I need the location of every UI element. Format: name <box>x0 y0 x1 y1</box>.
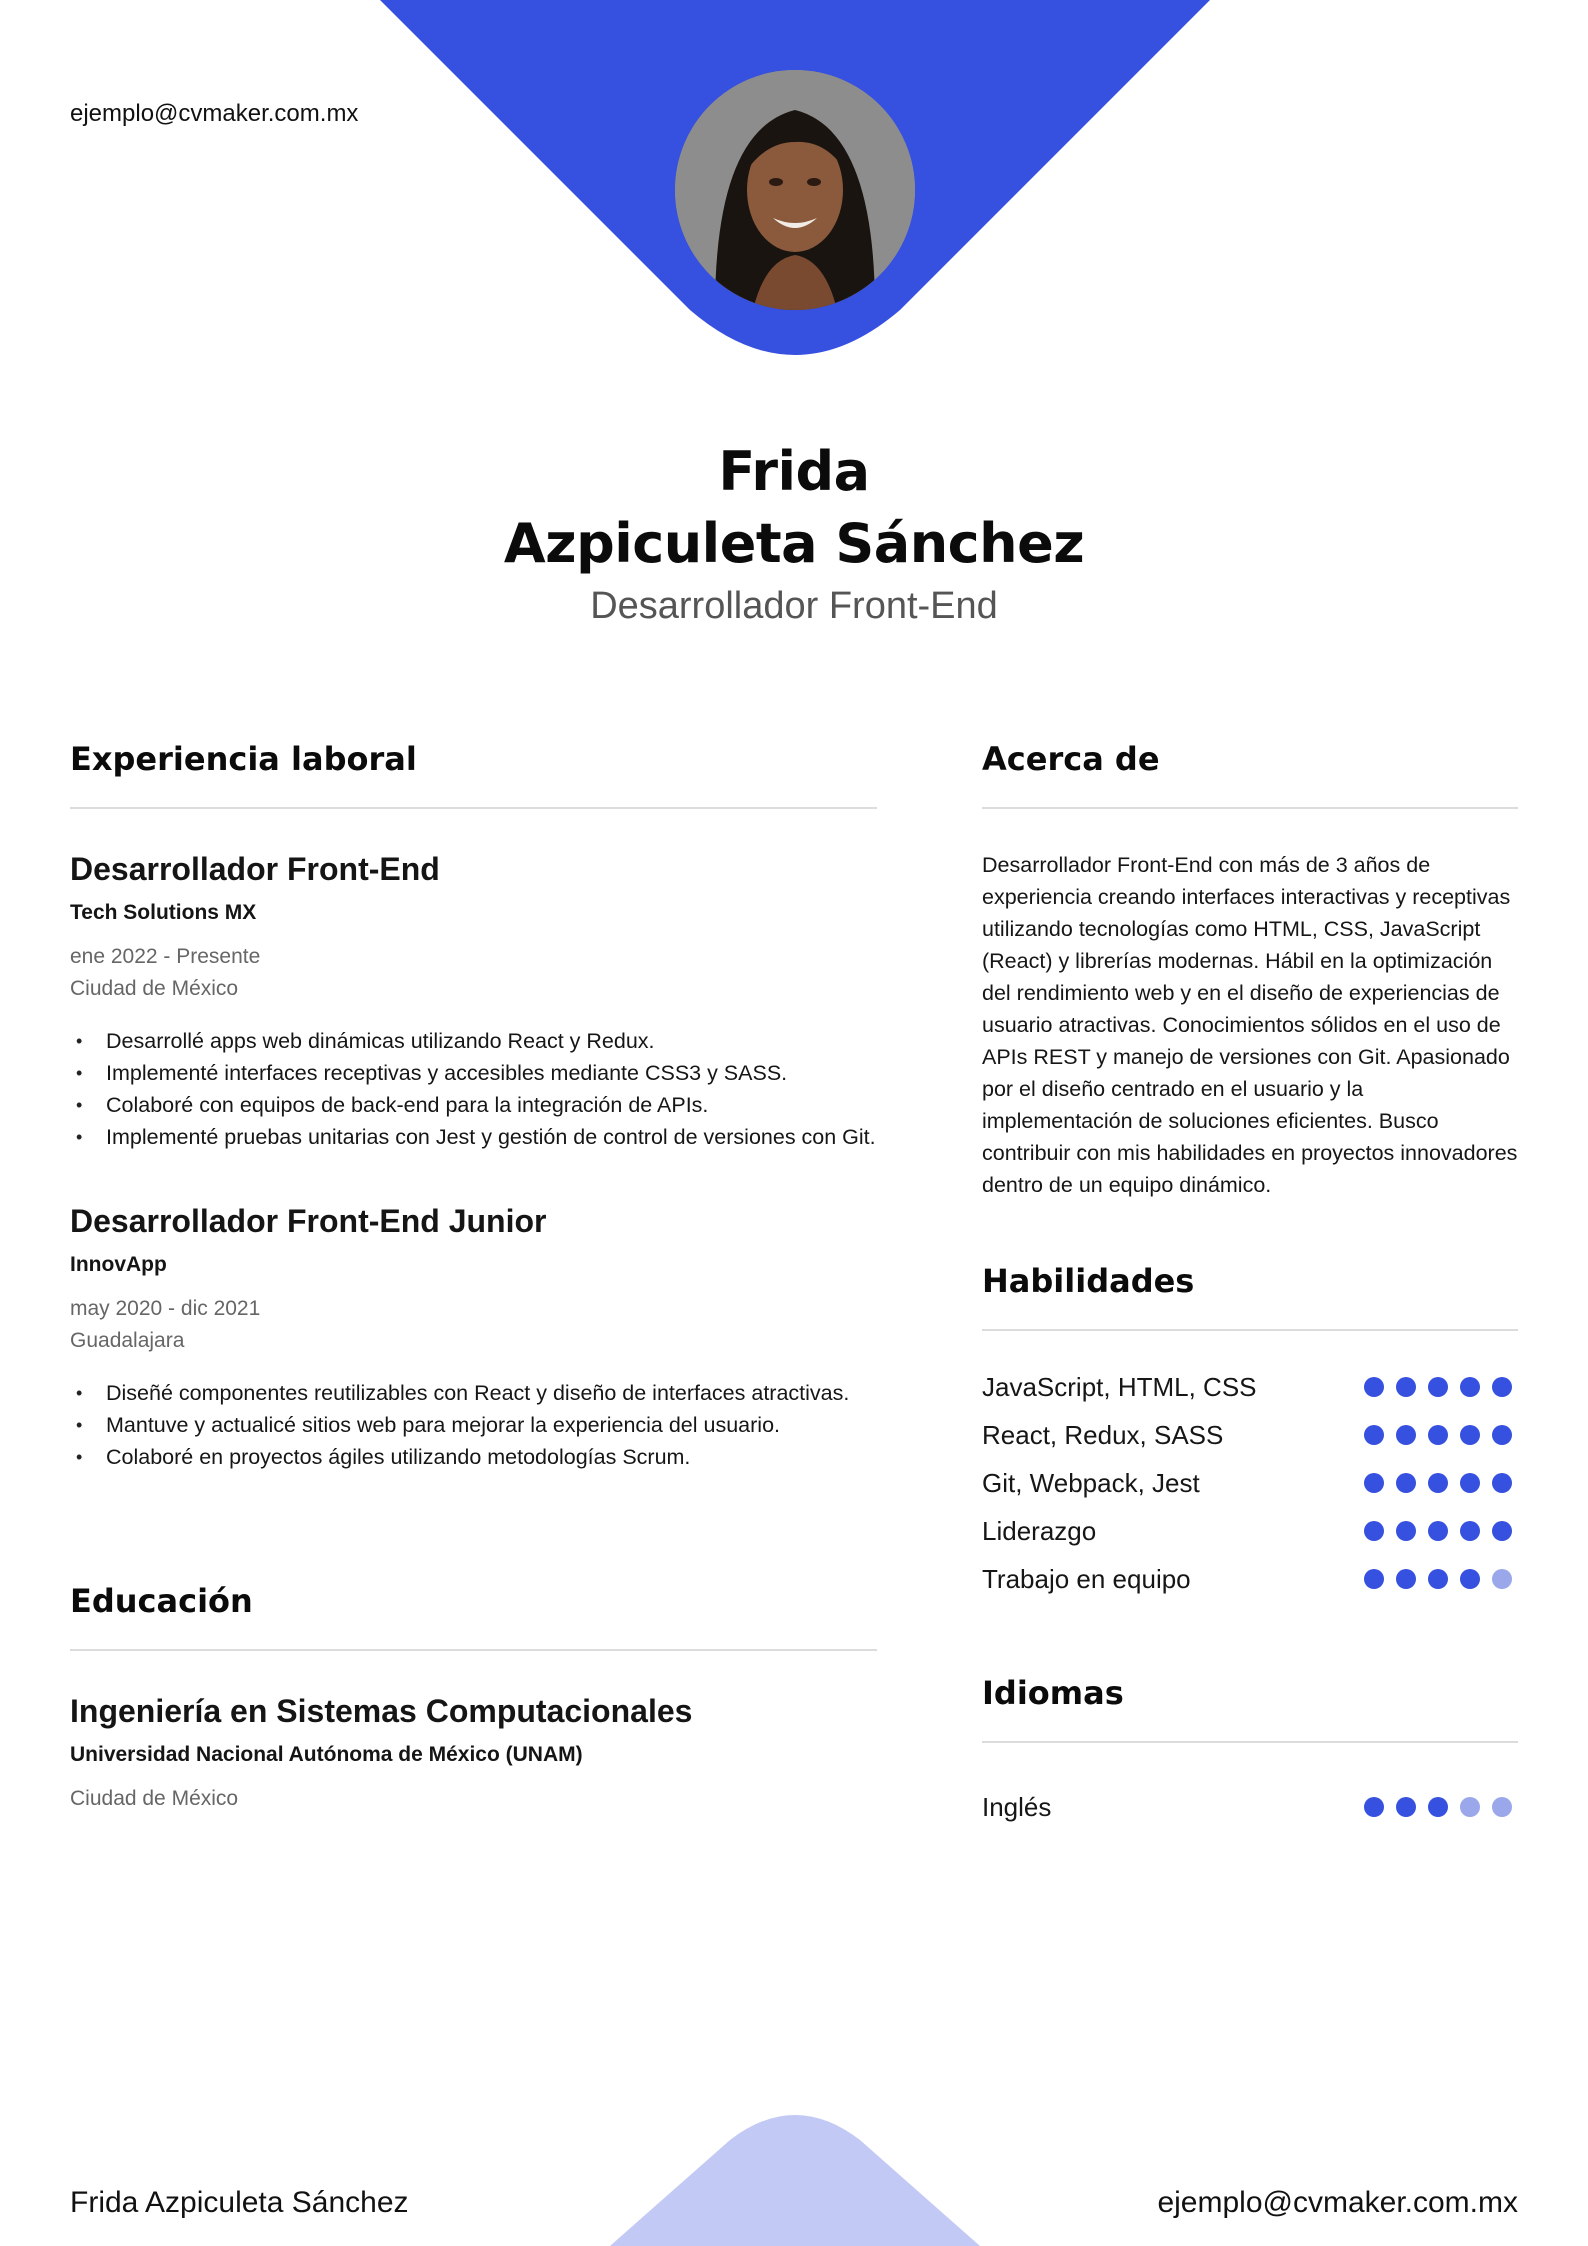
skill-row <box>982 1507 1518 1555</box>
rating-dot-filled <box>1428 1521 1448 1541</box>
job-company: InnovApp <box>70 1253 167 1276</box>
job-title: Desarrollador Front-End <box>70 851 440 887</box>
rating-dot-filled <box>1492 1425 1512 1445</box>
job-bullet: • Implementé pruebas unitarias con Jest y gestión de control de versiones con Git. <box>70 1121 877 1153</box>
school-location: Ciudad de México <box>70 1787 239 1810</box>
rating-dots <box>1364 1473 1518 1493</box>
rating-dot-filled <box>1428 1377 1448 1397</box>
skill-row <box>982 1555 1518 1603</box>
rating-dot-empty <box>1492 1797 1512 1817</box>
job-bullet: • Implementé interfaces receptivas y accesibles mediante CSS3 y SASS. <box>70 1057 877 1089</box>
section-divider <box>70 1649 877 1651</box>
job-bullets <box>70 1377 877 1473</box>
language-row <box>982 1783 1518 1831</box>
full-name-first: Frida <box>718 440 870 503</box>
rating-dots <box>1364 1521 1518 1541</box>
about-heading: Acerca de <box>982 740 1160 778</box>
job-location: Ciudad de México <box>70 977 239 1000</box>
skills-heading: Habilidades <box>982 1262 1195 1300</box>
rating-dot-filled <box>1364 1473 1384 1493</box>
skill-row <box>982 1411 1518 1459</box>
section-divider <box>982 1741 1518 1743</box>
rating-dot-filled <box>1460 1425 1480 1445</box>
rating-dot-filled <box>1396 1569 1416 1589</box>
job-dates: may 2020 - dic 2021 <box>70 1297 261 1320</box>
header-email[interactable]: ejemplo@cvmaker.com.mx <box>70 100 359 127</box>
job-entry <box>70 1201 877 1473</box>
about-text: Desarrollador Front-End con más de 3 años de experiencia creando interfaces interactivas y receptivas utilizando tecnologías como HTML, CSS, JavaScript (React) y librerías modernas. Hábil en la optimización del rendimiento web y en el diseño de experiencias de usuario atractivas. Conocimientos sólidos en el uso de APIs REST y manejo de versiones con Git. Apasionado por el diseño centrado en el usuario y la implementación de soluciones eficientes. Busco contribuir con mis habilidades en proyectos innovadores dentro de un equipo dinámico. <box>982 853 1518 1197</box>
right-column <box>982 735 1518 1831</box>
rating-dots <box>1364 1569 1518 1589</box>
rating-dots <box>1364 1797 1518 1817</box>
job-bullet: • Colaboré en proyectos ágiles utilizando metodologías Scrum. <box>70 1441 877 1473</box>
rating-dot-filled <box>1396 1425 1416 1445</box>
rating-dot-empty <box>1460 1797 1480 1817</box>
rating-dots <box>1364 1377 1518 1397</box>
language-row-label: Inglés <box>982 1791 1052 1822</box>
rating-dot-filled <box>1364 1521 1384 1541</box>
job-bullet: • Colaboré con equipos de back-end para la integración de APIs. <box>70 1089 877 1121</box>
job-bullet: • Desarrollé apps web dinámicas utilizando React y Redux. <box>70 1025 877 1057</box>
skill-row <box>982 1363 1518 1411</box>
rating-dot-filled <box>1364 1797 1384 1817</box>
education-entry <box>70 1691 877 1815</box>
skill-row-label: React, Redux, SASS <box>982 1419 1224 1450</box>
job-role: Desarrollador Front-End <box>590 585 998 627</box>
experience-section <box>70 735 877 1473</box>
skill-row-label: Liderazgo <box>982 1515 1097 1546</box>
section-divider <box>982 1329 1518 1331</box>
section-divider <box>70 807 877 809</box>
job-location: Guadalajara <box>70 1329 185 1352</box>
section-divider <box>982 807 1518 809</box>
skills-list <box>982 1363 1518 1603</box>
rating-dot-filled <box>1460 1473 1480 1493</box>
job-entry <box>70 849 877 1153</box>
footer-email[interactable]: ejemplo@cvmaker.com.mx <box>1157 2186 1518 2219</box>
job-dates: ene 2022 - Presente <box>70 945 261 968</box>
rating-dot-filled <box>1428 1569 1448 1589</box>
rating-dot-filled <box>1460 1377 1480 1397</box>
rating-dot-filled <box>1396 1473 1416 1493</box>
school-name: Universidad Nacional Autónoma de México (UNAM) <box>70 1743 583 1766</box>
rating-dot-filled <box>1396 1377 1416 1397</box>
job-bullet: • Diseñé componentes reutilizables con React y diseño de interfaces atractivas. <box>70 1377 877 1409</box>
rating-dot-filled <box>1492 1521 1512 1541</box>
job-bullet: • Mantuve y actualicé sitios web para mejorar la experiencia del usuario. <box>70 1409 877 1441</box>
footer-name: Frida Azpiculeta Sánchez <box>70 2186 409 2219</box>
education-section <box>70 1577 877 1815</box>
rating-dot-filled <box>1396 1797 1416 1817</box>
rating-dot-filled <box>1428 1797 1448 1817</box>
rating-dot-filled <box>1396 1521 1416 1541</box>
rating-dot-filled <box>1364 1569 1384 1589</box>
rating-dot-filled <box>1460 1569 1480 1589</box>
skill-row-label: Git, Webpack, Jest <box>982 1467 1200 1498</box>
rating-dot-filled <box>1460 1521 1480 1541</box>
languages-heading: Idiomas <box>982 1674 1124 1712</box>
full-name-last: Azpiculeta Sánchez <box>503 512 1085 575</box>
skill-row <box>982 1459 1518 1507</box>
languages-list <box>982 1783 1518 1831</box>
rating-dots <box>1364 1425 1518 1445</box>
rating-dot-filled <box>1492 1473 1512 1493</box>
left-column <box>70 735 877 1815</box>
rating-dot-filled <box>1428 1425 1448 1445</box>
footer-shape <box>0 2100 1588 2246</box>
job-bullets <box>70 1025 877 1153</box>
experience-heading: Experiencia laboral <box>70 740 417 778</box>
about-section <box>982 735 1518 1201</box>
education-heading: Educación <box>70 1582 253 1620</box>
rating-dot-empty <box>1492 1569 1512 1589</box>
skill-row-label: JavaScript, HTML, CSS <box>982 1371 1257 1402</box>
rating-dot-filled <box>1364 1425 1384 1445</box>
rating-dot-filled <box>1364 1377 1384 1397</box>
skills-section <box>982 1257 1518 1603</box>
profile-photo <box>675 70 915 310</box>
skill-row-label: Trabajo en equipo <box>982 1563 1191 1594</box>
rating-dot-filled <box>1492 1377 1512 1397</box>
job-title: Desarrollador Front-End Junior <box>70 1203 547 1239</box>
job-company: Tech Solutions MX <box>70 901 257 924</box>
languages-section <box>982 1669 1518 1831</box>
degree-title: Ingeniería en Sistemas Computacionales <box>70 1693 693 1729</box>
rating-dot-filled <box>1428 1473 1448 1493</box>
